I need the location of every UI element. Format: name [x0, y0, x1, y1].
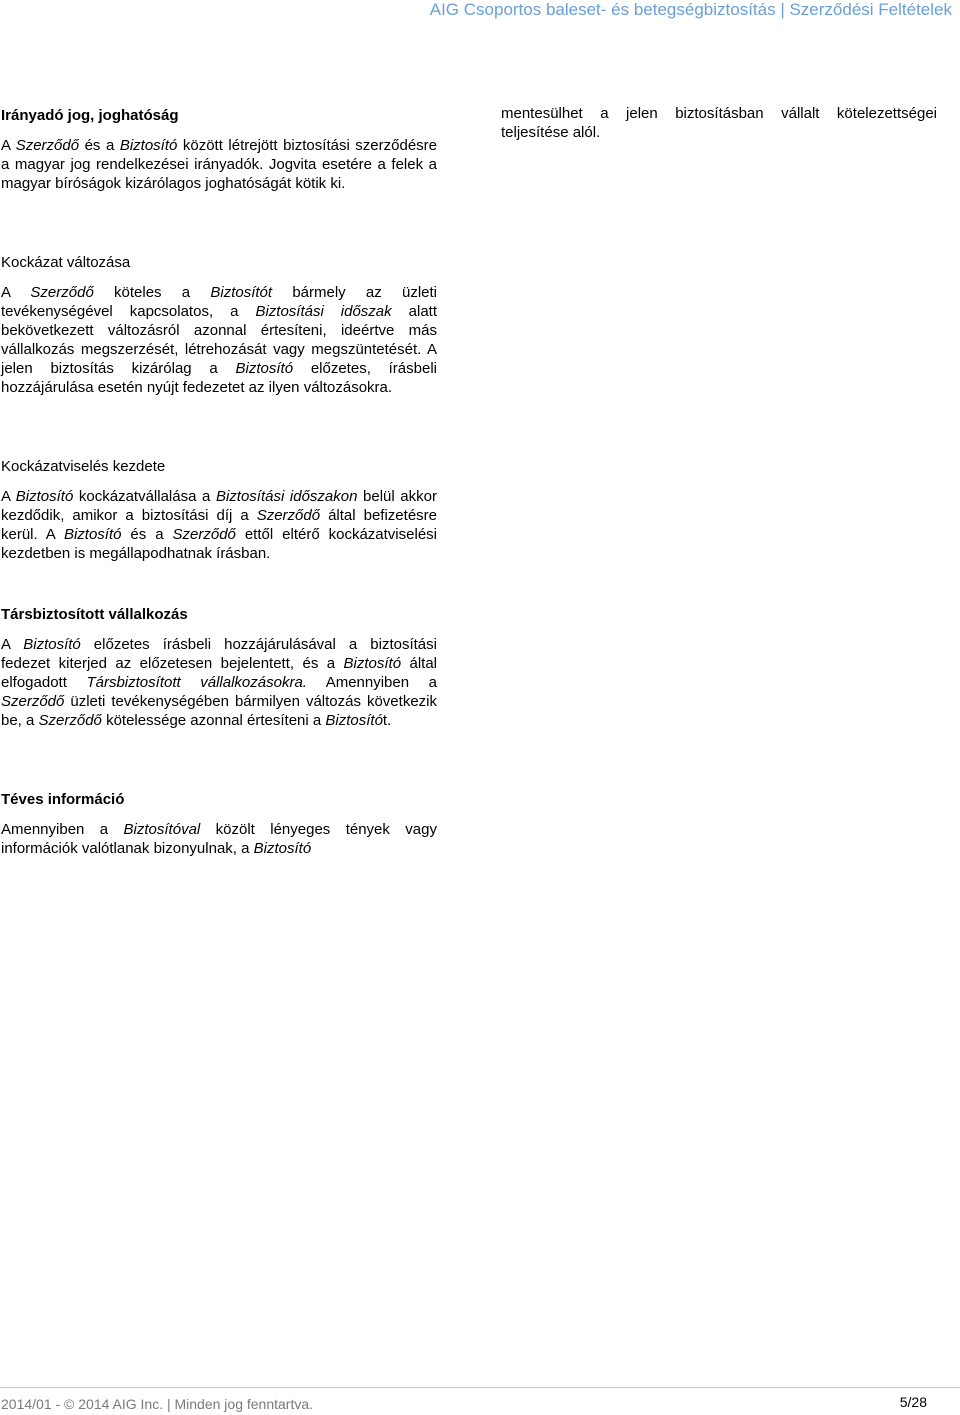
defined-term: Biztosító [23, 636, 81, 653]
text-run: által befizetésre kerül. A [1, 507, 437, 543]
section-coverage-start [1, 457, 437, 563]
footer-divider [0, 1387, 960, 1388]
section-governing-law [1, 106, 437, 193]
section-title: Téves információ [1, 791, 125, 808]
defined-term: Biztosítóval [123, 821, 201, 838]
text-run: kötelessége azonnal értesíteni a [101, 712, 326, 729]
section-body [1, 283, 437, 397]
text-run: által elfogadott [1, 655, 438, 691]
section-false-information [1, 790, 437, 858]
page-number: 5/28 [899, 1394, 927, 1410]
text-run: üzleti tevékenységében bármilyen változás következik be, a [1, 693, 437, 729]
text-run: belül akkor kezdődik, amikor a biztosítási díj a [1, 488, 437, 524]
defined-term: Biztosító [63, 526, 122, 543]
defined-term: Biztosítási időszak [255, 303, 392, 320]
section-body [1, 136, 437, 193]
text-run: Amennyiben a [1, 821, 124, 838]
section-body [1, 820, 437, 858]
text-run: A [1, 284, 31, 301]
defined-term: Biztosító [235, 360, 294, 377]
text-run: kockázatvállalása a [73, 488, 216, 505]
footer-copyright: 2014/01 - © 2014 AIG Inc. | Minden jog fenntartva. [1, 1396, 314, 1412]
text-run: Amennyiben a [306, 674, 437, 691]
defined-term: Társbiztosított vállalkozásokra. [86, 674, 307, 691]
text-run: alatt bekövetkezett változásról azonnal értesíteni, ideértve más vállalkozás megszerzését, létrehozását vagy megszüntetését. A jelen biztosítás kizárólag a [1, 303, 437, 377]
defined-term: Szerződő [30, 284, 94, 301]
defined-term: Biztosító [325, 712, 383, 729]
text-run: bármely az üzleti tevékenységével kapcsolatos, a [1, 284, 437, 320]
text-run: és a [121, 526, 173, 543]
text-run: t. [382, 712, 392, 729]
defined-term: Szerződő [38, 712, 102, 729]
defined-term: Szerződő [15, 137, 80, 154]
defined-term: Biztosító [119, 137, 178, 154]
defined-term: Szerződő [256, 507, 321, 524]
section-title: Társbiztosított vállalkozás [1, 606, 188, 623]
continued-paragraph: mentesülhet a jelen biztosításban vállalt kötelezettségei teljesítése alól. [501, 105, 937, 141]
section-co-insured-company [1, 605, 437, 730]
section-title: Irányadó jog, joghatóság [1, 107, 179, 124]
text-run: és a [79, 137, 120, 154]
text-run: A [1, 488, 16, 505]
right-column [501, 104, 937, 142]
text-run: ettől eltérő kockázatviselési kezdetben is megállapodhatnak írásban. [1, 526, 437, 562]
text-run: közölt lényeges tények vagy információk valótlanak bizonyulnak, a [1, 821, 437, 857]
defined-term: Szerződő [172, 526, 236, 543]
defined-term: Biztosító [15, 488, 74, 505]
defined-term: Szerződő [1, 693, 65, 710]
text-run: között létrejött biztosítási szerződésre a magyar jog rendelkezései irányadók. Jogvita esetére a felek a magyar bíróságok kizárólagos joghatóságát kötik ki. [1, 137, 438, 192]
defined-term: Biztosító [253, 840, 312, 857]
section-risk-change [1, 253, 437, 397]
text-run: A [1, 137, 16, 154]
text-run: A [1, 636, 24, 653]
defined-term: Biztosítót [210, 284, 273, 301]
section-title: Kockázatviselés kezdete [1, 458, 166, 475]
section-body [1, 635, 437, 730]
text-run: előzetes írásbeli hozzájárulásával a biztosítási fedezet kiterjed az előzetesen bejelentett, és a [1, 636, 437, 672]
section-title: Kockázat változása [1, 254, 131, 271]
defined-term: Biztosító [343, 655, 402, 672]
section-body [1, 487, 437, 563]
text-run: köteles a [93, 284, 211, 301]
document-header: AIG Csoportos baleset- és betegségbiztosítás | Szerződési Feltételek [429, 0, 952, 19]
defined-term: Biztosítási időszakon [215, 488, 358, 505]
text-run: előzetes, írásbeli hozzájárulása esetén nyújt fedezetet az ilyen változásokra. [1, 360, 437, 396]
